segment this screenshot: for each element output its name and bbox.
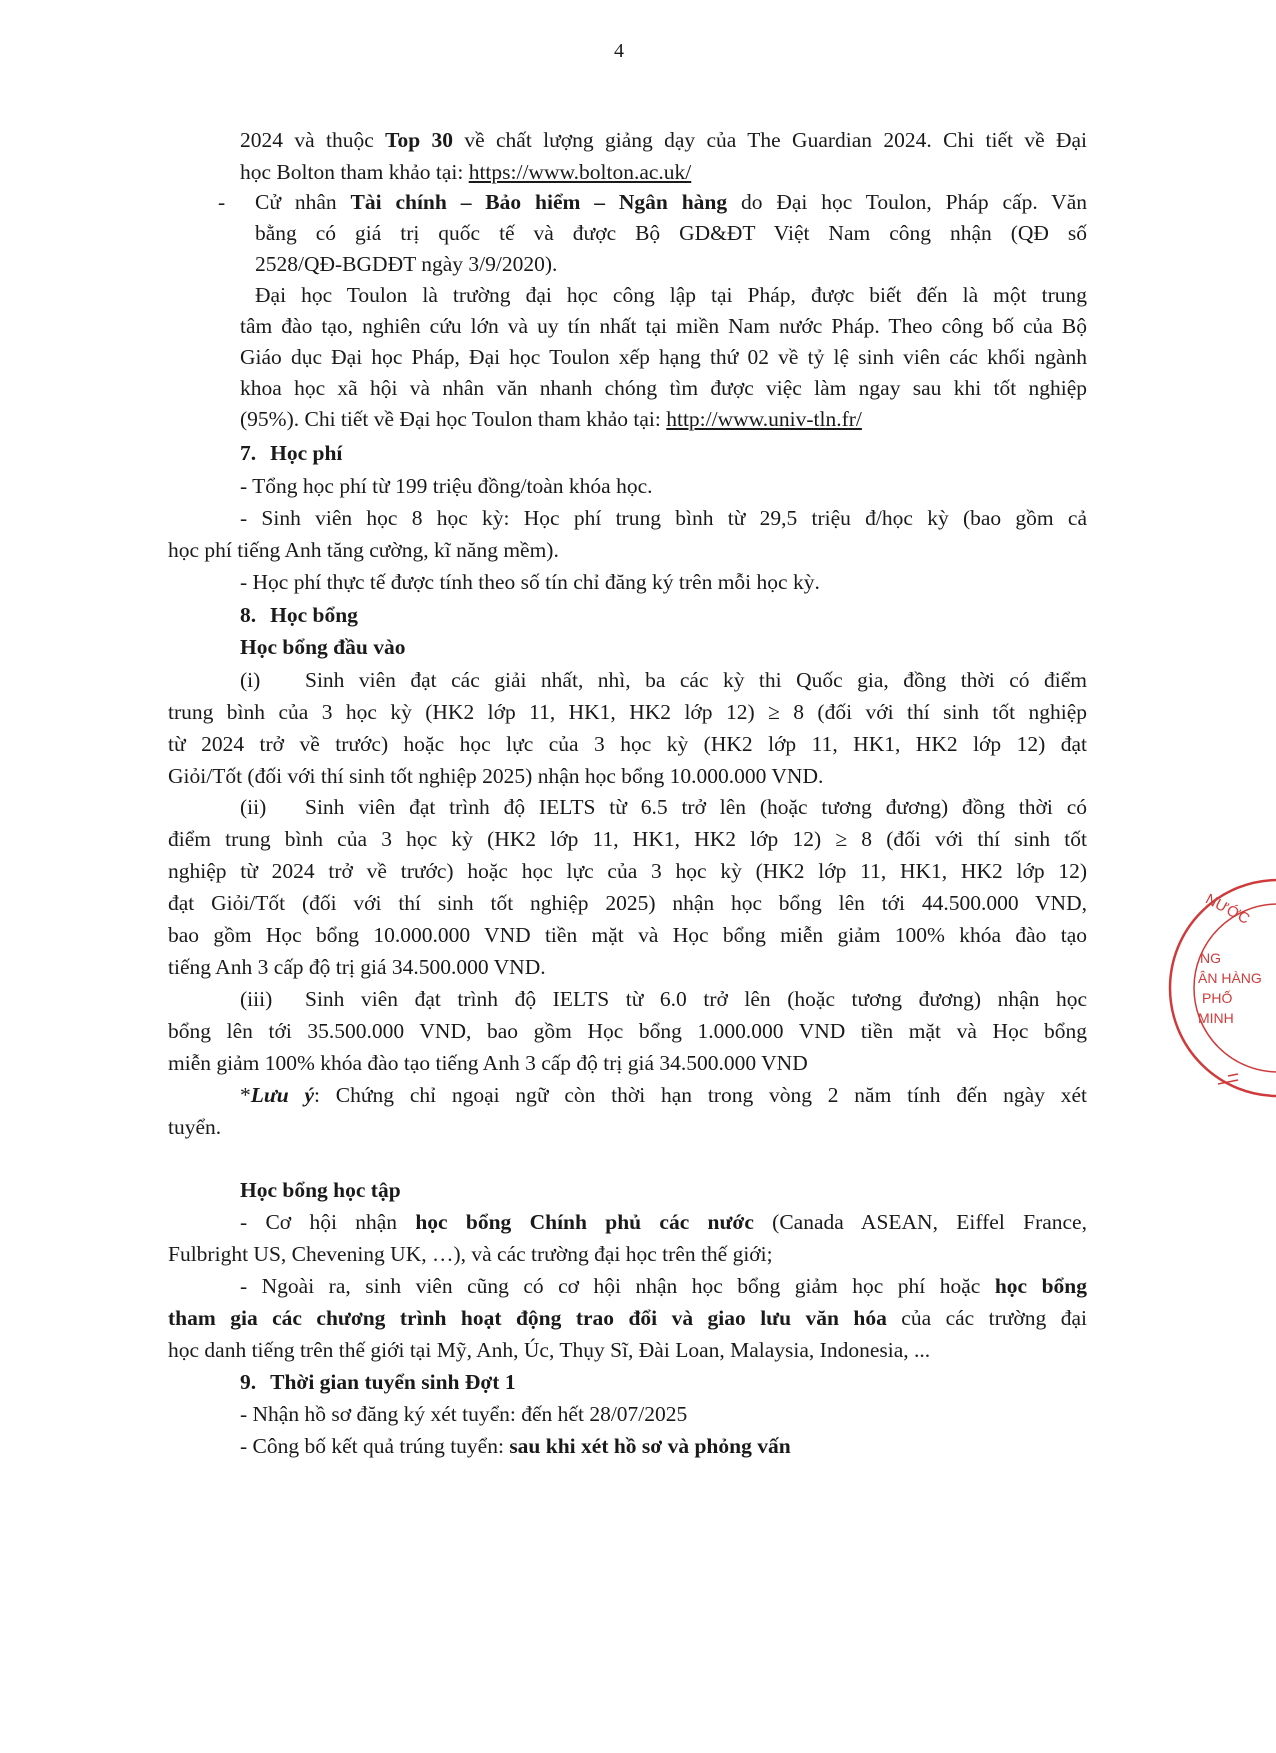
text-run: * bbox=[240, 1083, 251, 1107]
para-line: Sinh viên đạt trình độ IELTS từ 6.0 trở lên (hoặc tương đương) nhận học bbox=[305, 987, 1087, 1011]
toulon-link[interactable]: http://www.univ-tln.fr/ bbox=[666, 407, 862, 431]
bolton-link[interactable]: https://www.bolton.ac.uk/ bbox=[468, 160, 692, 184]
para-line: trung bình của 3 học kỳ (HK2 lớp 11, HK1, HK2 lớp 12) ≥ 8 (đối với thí sinh tốt nghiệp bbox=[168, 700, 1087, 724]
subheading-text: Học bổng đầu vào bbox=[240, 635, 406, 659]
item-number: (iii) bbox=[240, 987, 273, 1011]
para-line: nghiệp từ 2024 trở về trước) hoặc học lực của 3 học kỳ (HK2 lớp 11, HK1, HK2 lớp 12) bbox=[168, 859, 1087, 883]
para-line: Sinh viên đạt trình độ IELTS từ 6.5 trở lên (hoặc tương đương) đồng thời có bbox=[305, 795, 1087, 819]
text-run: do Đại học Toulon, Pháp cấp. Văn bbox=[727, 190, 1087, 214]
list-item: học phí tiếng Anh tăng cường, kĩ năng mềm). bbox=[168, 538, 559, 562]
heading-text: Học phí bbox=[270, 441, 343, 465]
subheading bbox=[240, 632, 1087, 662]
item-number: (i) bbox=[240, 668, 261, 692]
text-run: - Ngoài ra, sinh viên cũng có cơ hội nhận học bổng giảm học phí hoặc bbox=[240, 1274, 995, 1298]
heading-number: 9. bbox=[240, 1370, 257, 1394]
text-run: - Công bố kết quả trúng tuyển: bbox=[240, 1434, 510, 1458]
stamp-text: MINH bbox=[1198, 1010, 1234, 1026]
official-stamp bbox=[1158, 888, 1262, 1088]
text-run: về chất lượng giảng dạy của The Guardian 2024. Chi tiết về Đại bbox=[453, 128, 1087, 152]
note-line bbox=[240, 1080, 1087, 1110]
list-item: - Nhận hồ sơ đăng ký xét tuyển: đến hết 28/07/2025 bbox=[240, 1402, 688, 1426]
section-heading bbox=[240, 600, 1087, 630]
para-line: tiếng Anh 3 cấp độ trị giá 34.500.000 VND. bbox=[168, 955, 546, 979]
note-label: Lưu ý bbox=[250, 1083, 315, 1107]
para-line: miễn giảm 100% khóa đào tạo tiếng Anh 3 cấp độ trị giá 34.500.000 VND bbox=[168, 1051, 808, 1075]
bullet-line: 2528/QĐ-BGDĐT ngày 3/9/2020). bbox=[255, 252, 558, 276]
bullet-line bbox=[255, 187, 1087, 217]
para-line bbox=[240, 404, 1087, 434]
para-line bbox=[168, 1303, 1087, 1333]
para-line bbox=[240, 157, 1087, 187]
text-run: : Chứng chỉ ngoại ngữ còn thời hạn trong vòng 2 năm tính đến ngày xét bbox=[314, 1083, 1087, 1107]
text-run: - Cơ hội nhận bbox=[240, 1210, 416, 1234]
para-line: học danh tiếng trên thế giới tại Mỹ, Anh, Úc, Thụy Sĩ, Đài Loan, Malaysia, Indonesia, ... bbox=[168, 1338, 931, 1362]
para-line: tâm đào tạo, nghiên cứu lớn và uy tín nhất tại miền Nam nước Pháp. Theo công bố của Bộ bbox=[240, 314, 1087, 338]
text-run: (Canada ASEAN, Eiffel France, bbox=[753, 1210, 1087, 1234]
heading-number: 7. bbox=[240, 441, 257, 465]
stamp-arc-text: NƯỚC bbox=[1202, 890, 1253, 928]
subheading-text: Học bổng học tập bbox=[240, 1178, 401, 1202]
list-item bbox=[240, 1431, 1087, 1461]
text-run: học Bolton tham khảo tại: bbox=[240, 160, 469, 184]
section-heading bbox=[240, 438, 1087, 468]
stamp-text: PHỐ bbox=[1202, 990, 1233, 1006]
para-line: Giáo dục Đại học Pháp, Đại học Toulon xếp hạng thứ 02 về tỷ lệ sinh viên các khối ngành bbox=[240, 345, 1087, 369]
subheading bbox=[240, 1175, 1087, 1205]
para-line: từ 2024 trở về trước) hoặc học lực của 3 học kỳ (HK2 lớp 11, HK1, HK2 lớp 12) đạt bbox=[168, 732, 1087, 756]
bullet-line: bằng có giá trị quốc tế và được Bộ GD&ĐT Việt Nam công nhận (QĐ số bbox=[255, 221, 1087, 245]
stamp-text: NG bbox=[1200, 950, 1221, 966]
stamp-text: ÂN HÀNG bbox=[1198, 970, 1262, 986]
bold-run: Top 30 bbox=[385, 128, 454, 152]
section-heading bbox=[240, 1367, 1087, 1397]
para-line: khoa học xã hội và nhân văn nhanh chóng tìm được việc làm ngay sau khi tốt nghiệp bbox=[240, 376, 1087, 400]
para-line: Fulbright US, Chevening UK, …), và các trường đại học trên thế giới; bbox=[168, 1242, 773, 1266]
para-line: Sinh viên đạt các giải nhất, nhì, ba các kỳ thi Quốc gia, đồng thời có điểm bbox=[305, 668, 1087, 692]
para-line: Đại học Toulon là trường đại học công lập tại Pháp, được biết đến là một trung bbox=[255, 283, 1087, 307]
list-item: - Học phí thực tế được tính theo số tín chỉ đăng ký trên mỗi học kỳ. bbox=[240, 570, 820, 594]
bullet-dash: - bbox=[218, 190, 226, 214]
text-run: của các trường đại bbox=[886, 1306, 1088, 1330]
list-item: - Tổng học phí từ 199 triệu đồng/toàn khóa học. bbox=[240, 474, 653, 498]
para-line: Giỏi/Tốt (đối với thí sinh tốt nghiệp 2025) nhận học bổng 10.000.000 VND. bbox=[168, 764, 824, 788]
text-run: 2024 và thuộc bbox=[240, 128, 386, 152]
bold-run: sau khi xét hồ sơ và phỏng vấn bbox=[509, 1434, 791, 1458]
note-line: tuyển. bbox=[168, 1115, 222, 1139]
para-line bbox=[240, 1207, 1087, 1237]
para-line bbox=[240, 125, 1087, 155]
bold-run: Tài chính – Bảo hiểm – Ngân hàng bbox=[350, 190, 728, 214]
item-number: (ii) bbox=[240, 795, 267, 819]
para-line bbox=[240, 1271, 1087, 1301]
para-line: bổng lên tới 35.500.000 VND, bao gồm Học bổng 1.000.000 VND tiền mặt và Học bổng bbox=[168, 1019, 1087, 1043]
heading-number: 8. bbox=[240, 603, 257, 627]
para-line: điểm trung bình của 3 học kỳ (HK2 lớp 11, HK1, HK2 lớp 12) ≥ 8 (đối với thí sinh tốt bbox=[168, 827, 1087, 851]
text-run: (95%). Chi tiết về Đại học Toulon tham khảo tại: bbox=[240, 407, 667, 431]
bold-run: học bổng bbox=[994, 1274, 1087, 1298]
page-number: 4 bbox=[614, 40, 624, 62]
bold-run: học bổng Chính phủ các nước bbox=[415, 1210, 754, 1234]
heading-text: Thời gian tuyển sinh Đợt 1 bbox=[270, 1370, 516, 1394]
heading-text: Học bổng bbox=[270, 603, 358, 627]
para-line: bao gồm Học bổng 10.000.000 VND tiền mặt và Học bổng miễn giảm 100% khóa đào tạo bbox=[168, 923, 1087, 947]
list-item: - Sinh viên học 8 học kỳ: Học phí trung bình từ 29,5 triệu đ/học kỳ (bao gồm cả bbox=[240, 506, 1087, 530]
para-line: đạt Giỏi/Tốt (đối với thí sinh tốt nghiệp 2025) nhận học bổng lên tới 44.500.000 VND, bbox=[168, 891, 1087, 915]
bold-run: tham gia các chương trình hoạt động trao đổi và giao lưu văn hóa bbox=[168, 1306, 887, 1330]
text-run: Cử nhân bbox=[255, 190, 351, 214]
